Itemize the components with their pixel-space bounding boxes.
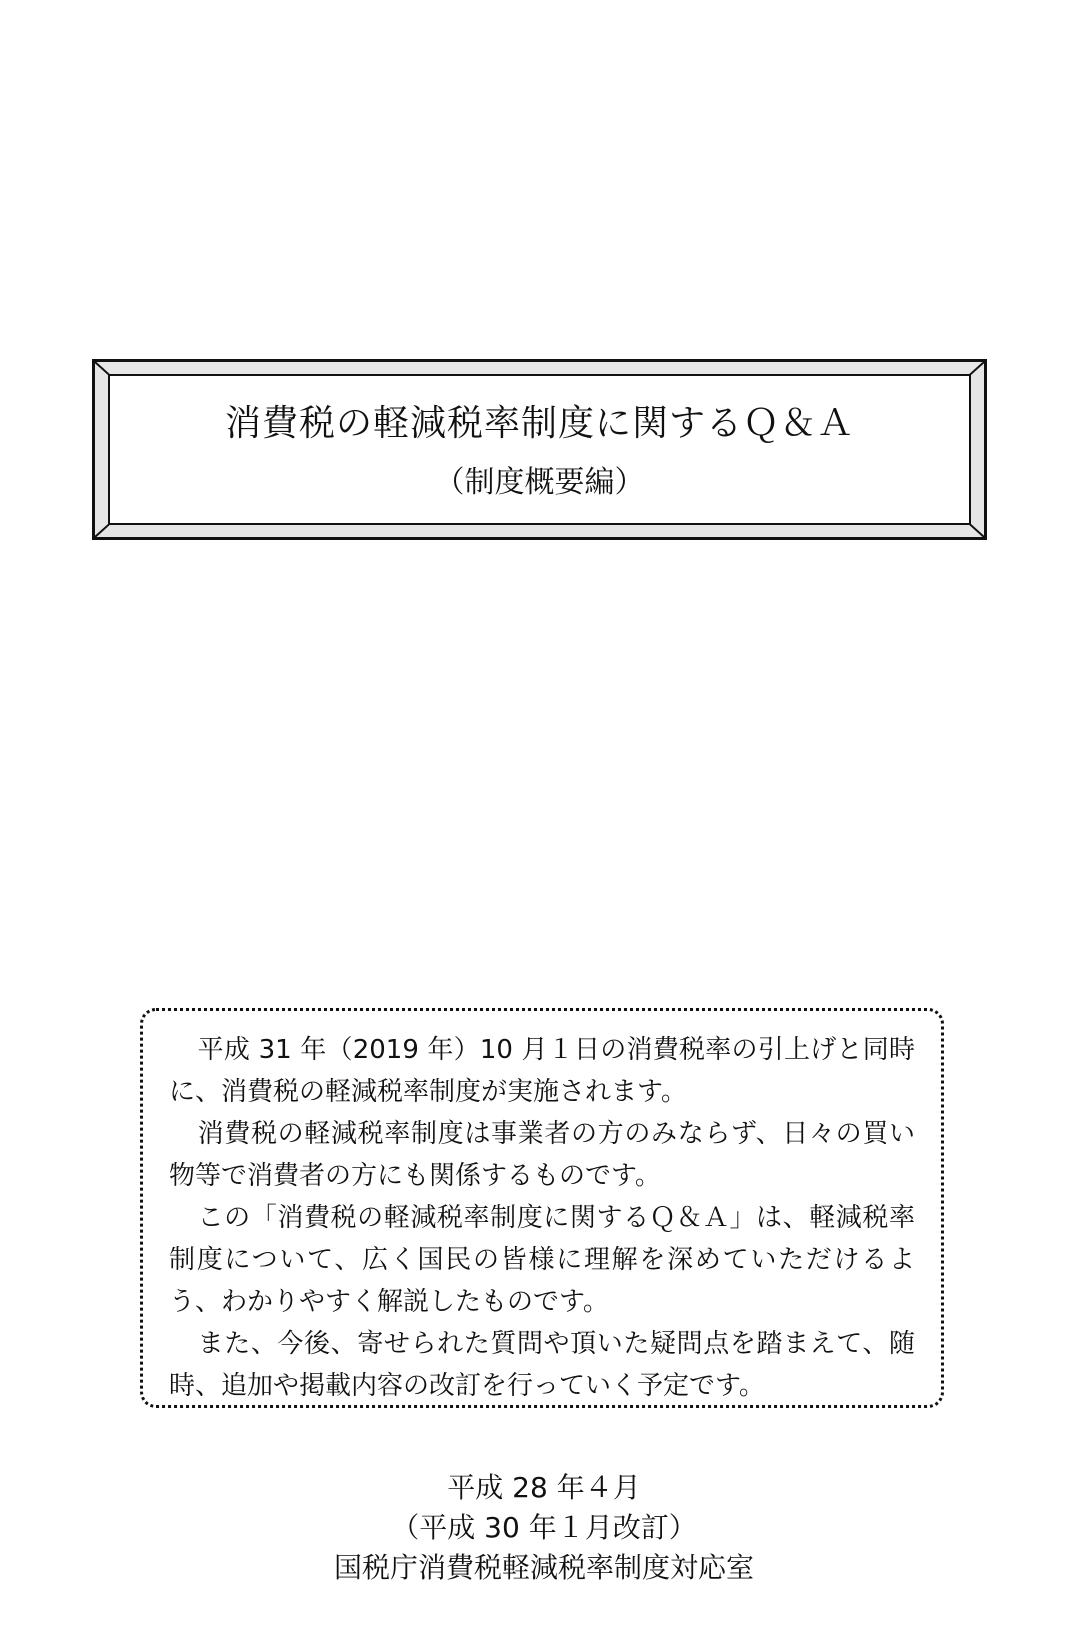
document-title: 消費税の軽減税率制度に関するＱ＆Ａ [224, 403, 854, 444]
document-subtitle: （制度概要編） [434, 465, 645, 500]
title-frame [92, 359, 987, 540]
intro-paragraph: 平成 31 年（2019 年）10 月１日の消費税率の引上げと同時に、消費税の軽減税率制度が実施されます。 [169, 1035, 915, 1107]
intro-paragraph: 消費税の軽減税率制度は事業者の方のみならず、日々の買い物等で消費者の方にも関係するものです。 [169, 1119, 915, 1191]
footer [0, 1468, 1088, 1588]
intro-paragraph: この「消費税の軽減税率制度に関するＱ＆Ａ」は、軽減税率制度について、広く国民の皆様に理解を深めていただけるよう、わかりやすく解説したものです。 [169, 1203, 915, 1317]
publication-date: 平成 28 年４月 [447, 1471, 641, 1504]
revision-date: （平成 30 年１月改訂） [391, 1511, 697, 1544]
issuer: 国税庁消費税軽減税率制度対応室 [333, 1551, 754, 1584]
title-frame-bevel-lines [95, 362, 984, 537]
intro-box [140, 1008, 944, 1408]
intro-paragraph: また、今後、寄せられた質問や頂いた疑問点を踏まえて、随時、追加や掲載内容の改訂を行っていく予定です。 [169, 1329, 915, 1401]
